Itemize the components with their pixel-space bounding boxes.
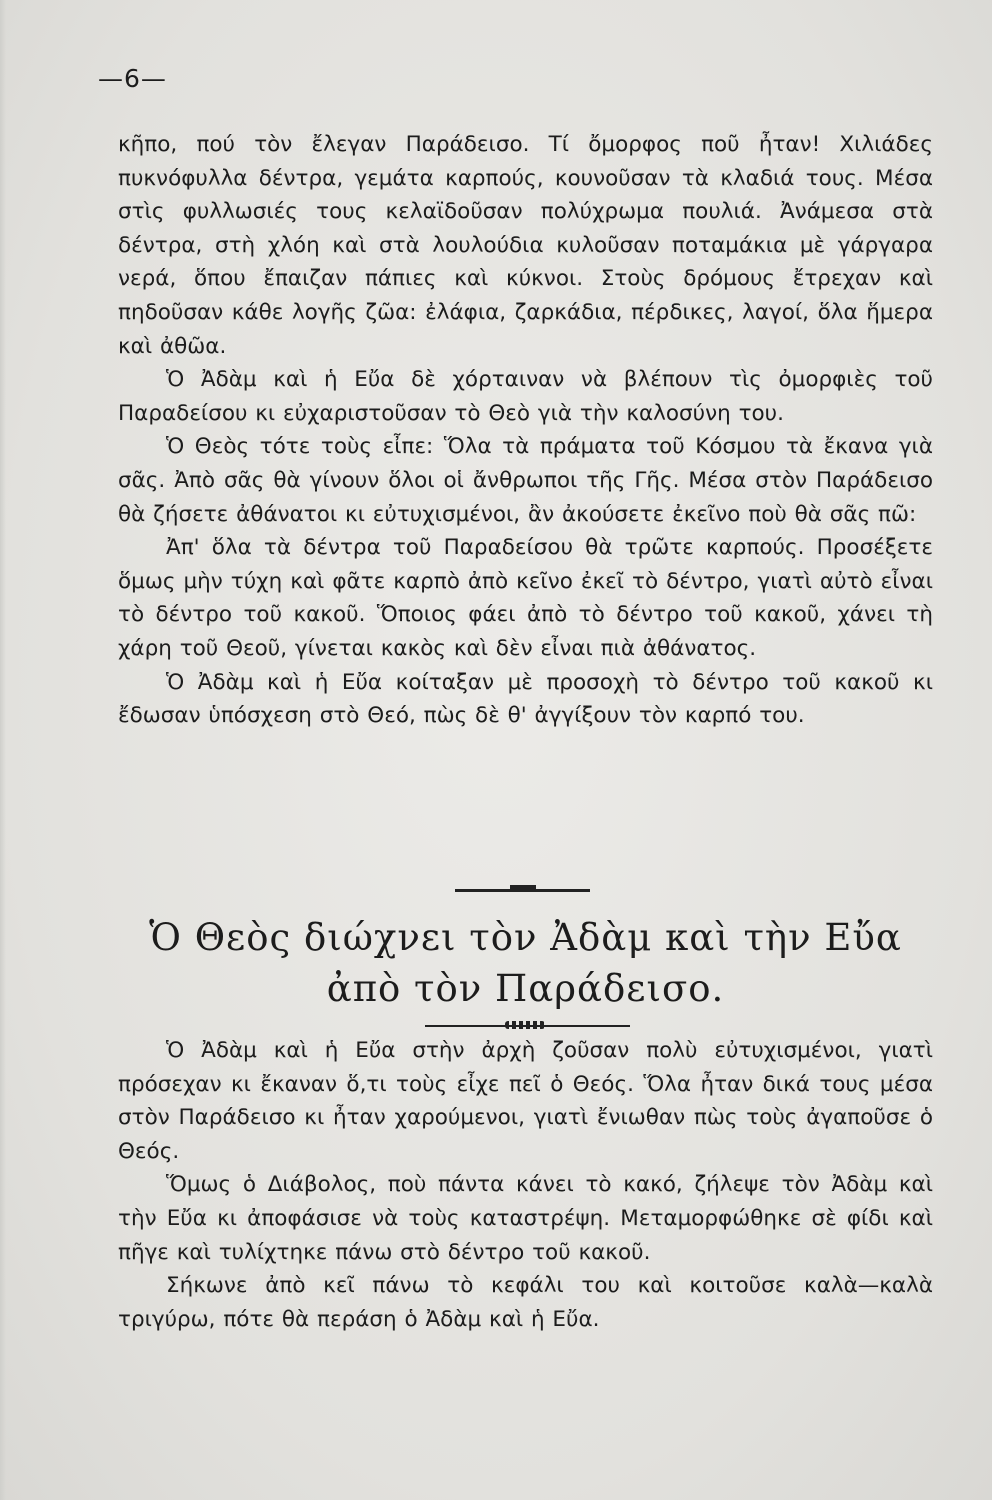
section-divider-mark [510, 885, 536, 891]
text-block-top [118, 128, 933, 733]
text-block-bottom [118, 1034, 933, 1336]
paragraph: Ὁ Ἀδὰμ καὶ ἡ Εὔα δὲ χόρταιναν νὰ βλέπουν τὶς ὀμορφιὲς τοῦ Παραδείσου κι εὐχαριστοῦσαν τὸ Θεὸ γιὰ τὴν καλοσύνη του. [118, 367, 933, 426]
page-number: —6— [98, 64, 167, 93]
paragraph: Σήκωνε ἀπὸ κεῖ πάνω τὸ κεφάλι του καὶ κοιτοῦσε καλὰ—καλὰ τριγύρω, πότε θὰ περάση ὁ Ἀδὰμ καὶ ἡ Εὔα. [118, 1273, 933, 1332]
heading-divider-ornament [505, 1021, 545, 1029]
paragraph: Ὁ Ἀδὰμ καὶ ἡ Εὔα κοίταξαν μὲ προσοχὴ τὸ δέντρο τοῦ κακοῦ κι ἔδωσαν ὑπόσχεση στὸ Θεό, πὼς δὲ θ' ἀγγίξουν τὸν καρπό του. [118, 669, 933, 729]
paragraph: Ὅμως ὁ Διάβολος, ποὺ πάντα κάνει τὸ κακό, ζήλεψε τὸν Ἀδὰμ καὶ τὴν Εὔα κι ἀποφάσισε νὰ τοὺς καταστρέψη. Μεταμορφώθηκε σὲ φίδι καὶ πῆγε καὶ τυλίχτηκε πάνω στὸ δέντρο τοῦ κακοῦ. [118, 1172, 933, 1265]
paragraph: Ὁ Θεὸς τότε τοὺς εἶπε: Ὅλα τὰ πράματα τοῦ Κόσμου τὰ ἔκανα γιὰ σᾶς. Ἀπὸ σᾶς θὰ γίνουν ὅλοι οἱ ἄνθρωποι τῆς Γῆς. Μέσα στὸν Παράδεισο θὰ ζήσετε ἀθάνατοι κι εὐτυχισμένοι, ἂν ἀκούσετε ἐκεῖνο ποὺ θὰ σᾶς πῶ: [118, 434, 933, 527]
page-edge-shadow [0, 0, 6, 1500]
paragraph: Ἀπ' ὅλα τὰ δέντρα τοῦ Παραδείσου θὰ τρῶτε καρπούς. Προσέξετε ὅμως μὴν τύχη καὶ φᾶτε καρπὸ ἀπὸ κεῖνο ἐκεῖ τὸ δέντρο, γιατὶ αὐτὸ εἶναι τὸ δέντρο τοῦ κακοῦ. Ὅποιος φάει ἀπὸ τὸ δέντρο τοῦ κακοῦ, χάνει τὴ χάρη τοῦ Θεοῦ, γίνεται κακὸς καὶ δὲν εἶναι πιὰ ἀθάνατος. [118, 535, 933, 661]
paragraph: Ὁ Ἀδὰμ καὶ ἡ Εὔα στὴν ἀρχὴ ζοῦσαν πολὺ εὐτυχισμένοι, γιατὶ πρόσεχαν κι ἔκαναν ὅ,τι τοὺς εἶχε πεῖ ὁ Θεός. Ὅλα ἦταν δικά τους μέσα στὸν Παράδεισο κι ἦταν χαρούμενοι, γιατὶ ἔνιωθαν πὼς τοὺς ἀγαποῦσε ὁ Θεός. [118, 1038, 933, 1164]
section-heading: Ὁ Θεὸς διώχνει τὸν Ἀδὰμ καὶ τὴν Εὔα ἀπὸ τὸν Παράδεισο. [149, 916, 902, 1010]
paragraph: κῆπο, πού τὸν ἔλεγαν Παράδεισο. Τί ὄμορφος ποῦ ἦταν! Χιλιάδες πυκνόφυλλα δέντρα, γεμάτα καρπούς, κουνοῦσαν τὰ κλαδιά τους. Μέσα στὶς φυλλωσιές τους κελαϊδοῦσαν πολύχρωμα πουλιά. Ἀνάμεσα στὰ δέντρα, στὴ χλόη καὶ στὰ λουλούδια κυλοῦσαν ποταμάκια μὲ γάργαρα νερά, ὅπου ἔπαιζαν πάπιες καὶ κύκνοι. Στοὺς δρόμους ἔτρεχαν καὶ πηδοῦσαν κάθε λογῆς ζῶα: ἐλάφια, ζαρκάδια, πέρδικες, λαγοί, ὅλα ἥμερα καὶ ἀθῶα. [118, 132, 933, 359]
